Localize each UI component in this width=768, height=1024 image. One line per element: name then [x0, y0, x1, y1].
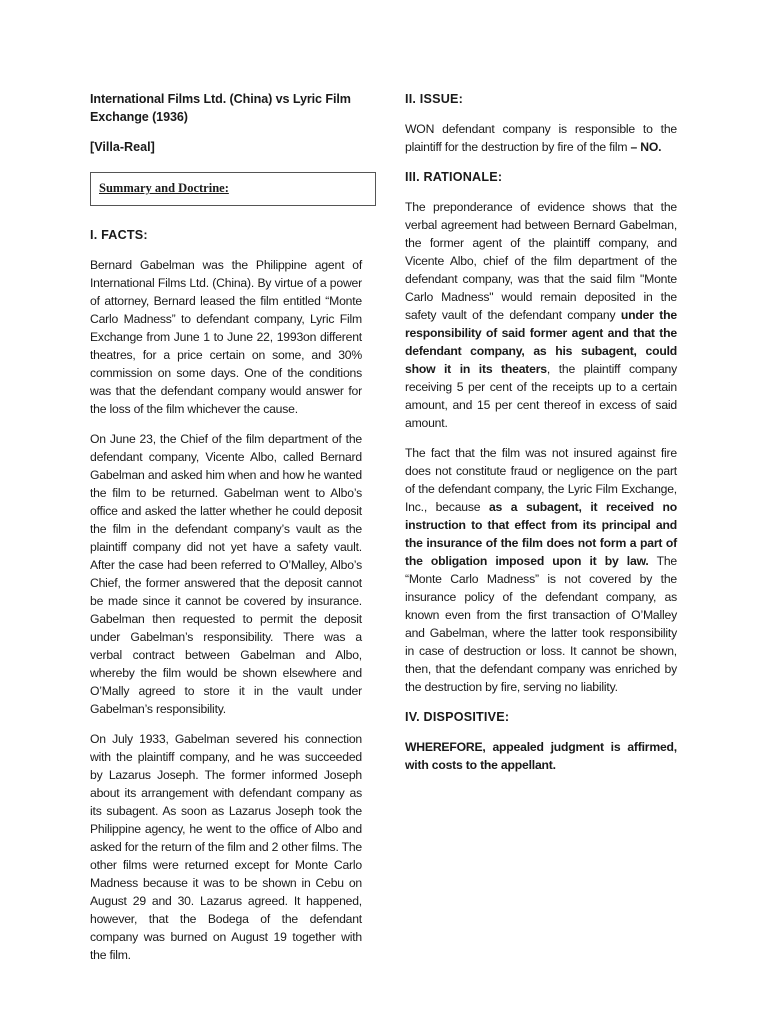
summary-box-label: Summary and Doctrine:	[99, 181, 229, 195]
issue-paragraph	[405, 120, 677, 156]
facts-paragraph-2: On June 23, the Chief of the film department of the defendant company, Vicente Albo, called Bernard Gabelman and asked him when and how he wanted the film to be returned. Gabelman went to Albo’s office and asked the latter whether he could deposit the film in the defendant company’s vault as the plaintiff company did not yet have a safety vault. After the case had been referred to O’Malley, Albo’s Chief, the former answered that the deposit cannot be made since it cannot be covered by insurance. Gabelman then requested to permit the deposit under Gabelman’s responsibility. There was a verbal contract between Gabelman and Albo, whereby the film would be shown elsewhere and O’Mally agreed to store it in the vault under Gabelman’s responsibility.	[90, 432, 362, 716]
ponente: [Villa-Real]	[90, 140, 155, 154]
facts-paragraph-1: Bernard Gabelman was the Philippine agent of International Films Ltd. (China). By virtue of a power of attorney, Bernard leased the film entitled “Monte Carlo Madness” to defendant company, Lyric Film Exchange from June 1 to June 22, 1993on different theatres, for a price certain on some, and 30% commission on some days. One of the conditions was that the defendant company would answer for the loss of the film whichever the cause.	[90, 258, 362, 416]
dispositive-heading: IV. DISPOSITIVE:	[405, 710, 510, 724]
left-column	[90, 90, 362, 976]
summary-box	[90, 172, 376, 206]
issue-heading: II. ISSUE:	[405, 92, 463, 106]
rationale-p1-bold: under the responsibility of said former agent and that the defendant company, as his subagent, could show it in its theaters	[405, 308, 677, 376]
rationale-p1-text-c: , the plaintiff company receiving 5 per cent of the receipts up to a certain amount, and 15 per cent thereof in excess of said amount.	[405, 362, 678, 430]
rationale-p2-text-a: The fact that the film was not insured against fire does not constitute fraud or negligence on the part of the defendant company, the Lyric Film Exchange, Inc., because	[405, 446, 677, 514]
rationale-heading: III. RATIONALE:	[405, 170, 503, 184]
rationale-p2-text-c: The “Monte Carlo Madness” is not covered by the insurance policy of the defendant company, as known even from the first transaction of O’Malley and Gabelman, where the latter took responsibility in case of destruction or loss. It cannot be shown, then, that the defendant company was enriched by the destruction by fire, serving no liability.	[405, 554, 677, 694]
case-title: International Films Ltd. (China) vs Lyric Film Exchange (1936)	[90, 92, 351, 124]
facts-heading: I. FACTS:	[90, 228, 148, 242]
rationale-p1-text-a: The preponderance of evidence shows that the verbal agreement had between Bernard Gabelman, the former agent of the plaintiff company, and Vicente Albo, chief of the film department of the defendant company, was that the said film "Monte Carlo Madness" would remain deposited in the safety vault of the defendant company	[405, 200, 677, 322]
rationale-paragraph-1	[405, 198, 677, 432]
dispositive-paragraph: WHEREFORE, appealed judgment is affirmed, with costs to the appellant.	[405, 740, 677, 772]
issue-text: WON defendant company is responsible to the plaintiff for the destruction by fire of the film	[405, 122, 677, 154]
right-column	[405, 90, 677, 786]
rationale-paragraph-2	[405, 444, 677, 696]
rationale-p2-bold: as a subagent, it received no instruction to that effect from its principal and the insurance of the film does not form a part of the obligation imposed upon it by law.	[405, 500, 677, 568]
facts-paragraph-3: On July 1933, Gabelman severed his connection with the plaintiff company, and he was succeeded by Lazarus Joseph. The former informed Joseph about its arrangement with defendant company as its subagent. As soon as Lazarus Joseph took the Philippine agency, he went to the office of Albo and asked for the return of the film and 2 other films. The other films were returned except for Monte Carlo Madness because it was to be shown in Cebu on August 29 and 30. Lazarus agreed. It happened, however, that the Bodega of the defendant company was burned on August 19 together with the film.	[90, 732, 362, 962]
issue-answer: – NO.	[630, 140, 662, 154]
